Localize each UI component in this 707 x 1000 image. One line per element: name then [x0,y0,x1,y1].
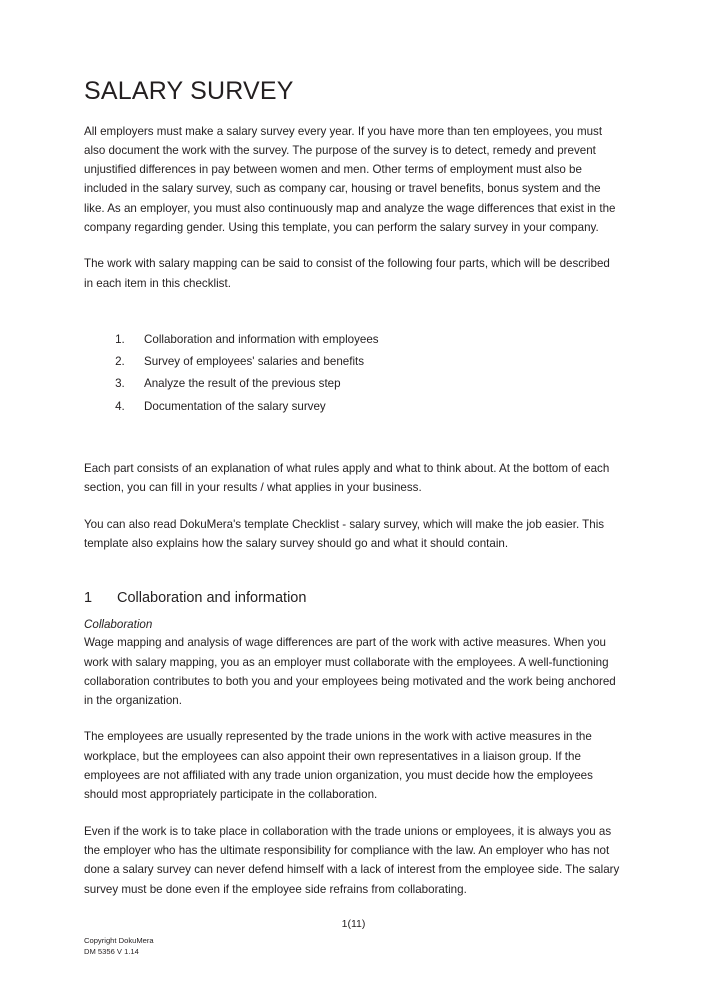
section-paragraph-2: The employees are usually represented by the trade unions in the work with active measures in the workplace, but the employees can also appoint their own representatives in a liaison group. If the employees are not affiliated with any trade union organization, you must decide how the employees should most appropriately participate in the collaboration. [84,730,593,802]
four-parts-paragraph: The work with salary mapping can be said to consist of the following four parts, which will be described in each item in this checklist. [84,257,610,290]
section-title: Collaboration and information [117,590,307,607]
section-paragraph-3: Even if the work is to take place in collaboration with the trade unions or employees, it is always you as the employer who has the ultimate responsibility for compliance with the law. An employer who has not done a salary survey can never defend himself with a lack of interest from the employee side. The salary survey must be done even if the employee side refrains from collaborating. [84,824,620,896]
spacer [84,419,621,439]
list-item: 4. Documentation of the salary survey [128,397,621,416]
parts-list [84,330,621,416]
document-content [84,78,621,916]
copyright-text: Copyright DokuMera [84,936,154,945]
section-number: 1 [84,590,93,607]
spacer [84,439,621,459]
footer-meta [84,935,154,957]
spacer [84,310,621,330]
page-number: 1(11) [341,918,366,930]
dokumera-note-paragraph: You can also read DokuMera's template Checklist - salary survey, which will make the job easier. This template also explains how the salary survey should go and what it should contain. [84,517,605,550]
page-title: SALARY SURVEY [84,77,294,105]
spacer [84,570,621,590]
document-code: DM 5356 V 1.14 [84,947,139,956]
intro-paragraph: All employers must make a salary survey every year. If you have more than ten employees, you must also document the work with the survey. The purpose of the survey is to detect, remedy and prevent unjustified differences in pay between women and men. Other terms of employment must also be included in the salary survey, such as company car, housing or travel benefits, bonus system and the like. As an employer, you must also continuously map and analyze the wage differences that exist in the company regarding gender. Using this template, you can perform the salary survey in your company. [84,124,616,234]
section-heading-1 [84,590,621,606]
list-item: 1. Collaboration and information with employees [128,330,621,349]
subsection-heading-collaboration: Collaboration [84,618,153,632]
each-part-paragraph: Each part consists of an explanation of what rules apply and what to think about. At the bottom of each section, you can fill in your results / what applies in your business. [84,462,610,495]
section-paragraph-1: Wage mapping and analysis of wage differences are part of the work with active measures. When you work with salary mapping, you as an employer must collaborate with the employees. A well-functioning collaboration contributes to both you and your employees being motivated and the work being anchored in the organization. [84,636,616,708]
list-item: 3. Analyze the result of the previous step [128,374,621,393]
list-item: 2. Survey of employees' salaries and benefits [128,352,621,371]
